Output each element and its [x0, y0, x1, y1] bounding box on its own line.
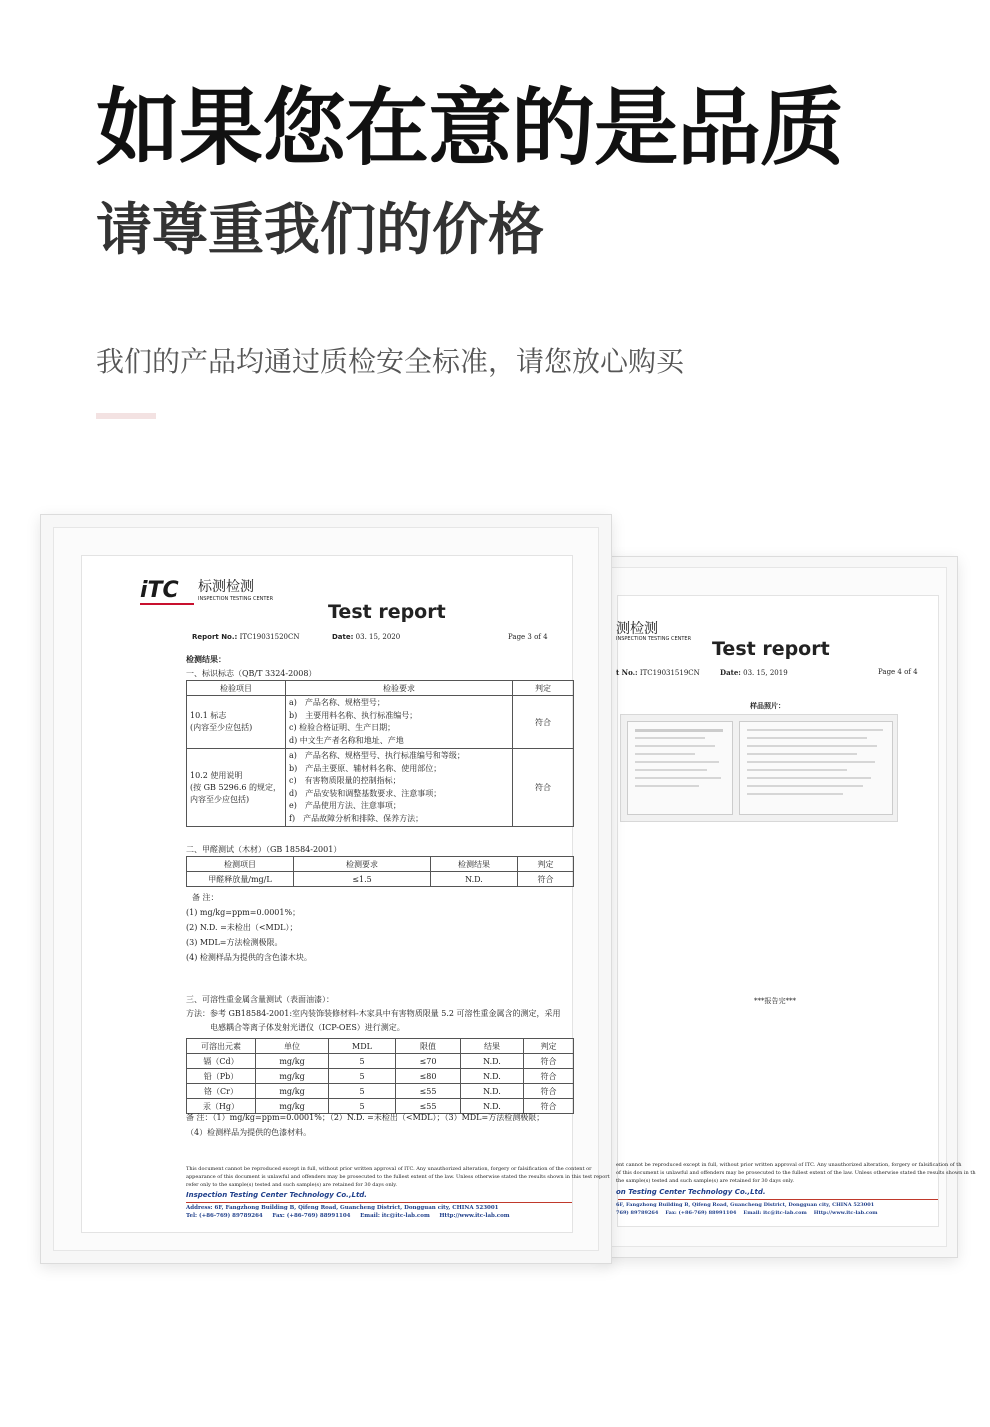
t1-row2-reqs: a) 产品名称、规格型号、执行标准编号和等级； b) 产品主要原、辅材料名称、使用部位； c) 有害物质限量的控制指标； d) 产品安装和调整基数要求、注意事项； e) 产品使用方法、注意事项； f) 产品故障分析和排除、保养方法；	[286, 749, 513, 827]
t1-row1-item: 10.1 标志 (内容至少应包括)	[187, 696, 286, 749]
footer-web: Http://www.itc-lab.com	[439, 1213, 510, 1219]
t2-item: 甲醛释放量/mg/L	[187, 872, 294, 887]
report-date: Date: 03. 15, 2020	[332, 633, 401, 641]
back-certificate-frame	[600, 556, 976, 1258]
t1-header-req: 检验要求	[286, 681, 513, 696]
back-report-no: t No.: ITC19031519CN	[616, 668, 700, 677]
table-row: 镉（Cd） mg/kg 5 ≤70 N.D. 符合	[187, 1054, 574, 1069]
table-row: 铅（Pb） mg/kg 5 ≤80 N.D. 符合	[187, 1069, 574, 1084]
t3-header-element: 可溶出元素	[187, 1039, 256, 1054]
back-footer-web: Http://www.itc-lab.com	[813, 1210, 878, 1216]
t2-header-result: 检测结果	[431, 857, 518, 872]
back-title: Test report	[712, 638, 830, 660]
footer-email: Email: itc@itc-lab.com	[360, 1213, 430, 1219]
t3-header-unit: 单位	[256, 1039, 329, 1054]
report-title: Test report	[328, 601, 446, 623]
logo-underline	[140, 603, 194, 605]
tagline: 我们的产品均通过质检安全标准，请您放心购买	[96, 345, 685, 378]
back-disclaimer-1: ent cannot be reproduced except in full, without prior written approval of ITC. Any unauthorized alteration, forgery or falsification of th	[616, 1162, 962, 1168]
itc-brand-en: INSPECTION TESTING CENTER	[198, 596, 274, 602]
back-brand: 测检测	[616, 621, 658, 637]
formaldehyde-table	[186, 856, 574, 887]
footer-contacts	[186, 1212, 510, 1220]
t1-row2-verdict: 符合	[513, 749, 574, 827]
t3-note-1: 备 注：（1）mg/kg=ppm=0.0001%；（2）N.D. =未检出（<MDL）；（3）MDL=方法检测极限；	[186, 1113, 545, 1122]
t1-row1-verdict: 符合	[513, 696, 574, 749]
front-certificate-frame	[40, 514, 612, 1264]
table-row: 汞（Hg） mg/kg 5 ≤55 N.D. 符合	[187, 1099, 574, 1114]
section1-title: 一、标识标志（QB/T 3324-2008）	[186, 669, 317, 678]
section3-method-2: 电感耦合等离子体发射光谱仪（ICP-OES）进行测定。	[210, 1023, 405, 1032]
section2-title: 二、甲醛测试（木材）（GB 18584-2001）	[186, 845, 342, 854]
report-page: Page 3 of 4	[508, 633, 548, 641]
report-number: Report No.: ITC19031520CN	[192, 633, 300, 641]
back-footer-email: Email: itc@itc-lab.com	[743, 1210, 807, 1216]
marking-table	[186, 680, 574, 827]
notes-label: 备 注：	[192, 893, 219, 902]
front-report-page	[81, 555, 610, 1233]
back-date: Date: 03. 15, 2019	[720, 668, 788, 677]
back-footer-rule	[618, 1199, 938, 1200]
accent-bar	[96, 413, 156, 419]
table-row: 铬（Cr） mg/kg 5 ≤55 N.D. 符合	[187, 1084, 574, 1099]
back-footer-address: 6F, Fangzhong Building B, Qifeng Road, Guancheng District, Dongguan city, CHINA 523001	[616, 1202, 875, 1208]
results-heading: 检测结果：	[186, 654, 226, 664]
note-3: (3) MDL=方法检测极限。	[186, 938, 283, 947]
itc-logo: iTC	[140, 578, 179, 603]
footer-rule	[186, 1202, 572, 1203]
t3-note-2: （4）检测样品为提供的色漆材料。	[186, 1128, 312, 1137]
back-sample-photo-label: 样品照片：	[750, 701, 785, 710]
back-footer-tel: 769) 89789264	[616, 1210, 659, 1216]
back-report-page	[616, 595, 976, 1227]
back-end-of-report: ***报告完***	[754, 997, 796, 1005]
footer-tel: Tel: (+86-769) 89789264	[186, 1213, 263, 1219]
back-brand-en: INSPECTION TESTING CENTER	[616, 636, 692, 642]
sample-photo	[620, 714, 898, 822]
section3-title: 三、可溶性重金属含量测试（表面油漆）：	[186, 995, 334, 1004]
footer-address: Address: 6F, Fangzhong Building B, Qifeng Road, Guancheng District, Dongguan city, CHINA 523001	[186, 1205, 499, 1211]
t2-header-item: 检测项目	[187, 857, 294, 872]
back-footer-contacts	[616, 1209, 878, 1217]
back-footer-company: on Testing Center Technology Co.,Ltd.	[616, 1188, 766, 1196]
subheadline: 请尊重我们的价格	[96, 197, 544, 263]
back-page: Page 4 of 4	[878, 668, 918, 676]
t2-req: ≤1.5	[294, 872, 431, 887]
footer-fax: Fax: (+86-769) 88991104	[272, 1213, 351, 1219]
footer-company: Inspection Testing Center Technology Co.,Ltd.	[186, 1191, 367, 1199]
heavy-metal-table	[186, 1038, 574, 1114]
t2-result: N.D.	[431, 872, 518, 887]
t2-verdict: 符合	[518, 872, 574, 887]
itc-brand-cn: 标测检测	[198, 579, 254, 595]
back-footer-fax: Fax: (+86-769) 88991104	[665, 1210, 737, 1216]
t1-row2-item: 10.2 使用说明 (按 GB 5296.6 的规定， 内容至少应包括)	[187, 749, 286, 827]
disclaimer-3: refer only to the sample(s) tested and such sample(s) are retained for 30 days only.	[186, 1182, 398, 1188]
t3-header-verdict: 判定	[524, 1039, 574, 1054]
t1-header-item: 检验项目	[187, 681, 286, 696]
note-2: (2) N.D. =未检出（<MDL）；	[186, 923, 298, 932]
t1-header-verdict: 判定	[513, 681, 574, 696]
back-disclaimer-2: of this document is unlawful and offenders may be prosecuted to the fullest extent of the law. Unless otherwise stated the results shown in th	[616, 1170, 976, 1176]
note-1: (1) mg/kg=ppm=0.0001%；	[186, 908, 301, 917]
note-4: (4) 检测样品为提供的含色漆木块。	[186, 953, 312, 962]
t1-row1-reqs: a) 产品名称、规格型号； b) 主要用料名称、执行标准编号； c) 检验合格证明、生产日期； d) 中文生产者名称和地址、产地	[286, 696, 513, 749]
back-disclaimer-3: the sample(s) tested and such sample(s) are retained for 30 days only.	[616, 1178, 795, 1184]
section3-method-1: 方法：参考 GB18584-2001:室内装饰装修材料-木家具中有害物质限量 5.2 可溶性重金属含的测定，采用	[186, 1009, 561, 1018]
t3-header-mdl: MDL	[329, 1039, 396, 1054]
t2-header-verdict: 判定	[518, 857, 574, 872]
t2-header-req: 检测要求	[294, 857, 431, 872]
t3-header-limit: 限值	[396, 1039, 461, 1054]
disclaimer-1: This document cannot be reproduced except in full, without prior written approval of ITC. Any unauthorized alteration, forgery or falsification of the content or	[186, 1166, 592, 1172]
disclaimer-2: appearance of this document is unlawful and offenders may be prosecuted to the fullest extent of the law. Unless otherwise stated the results shown in this test report	[186, 1174, 610, 1180]
headline: 如果您在意的是品质	[96, 78, 844, 177]
t3-header-result: 结果	[461, 1039, 524, 1054]
